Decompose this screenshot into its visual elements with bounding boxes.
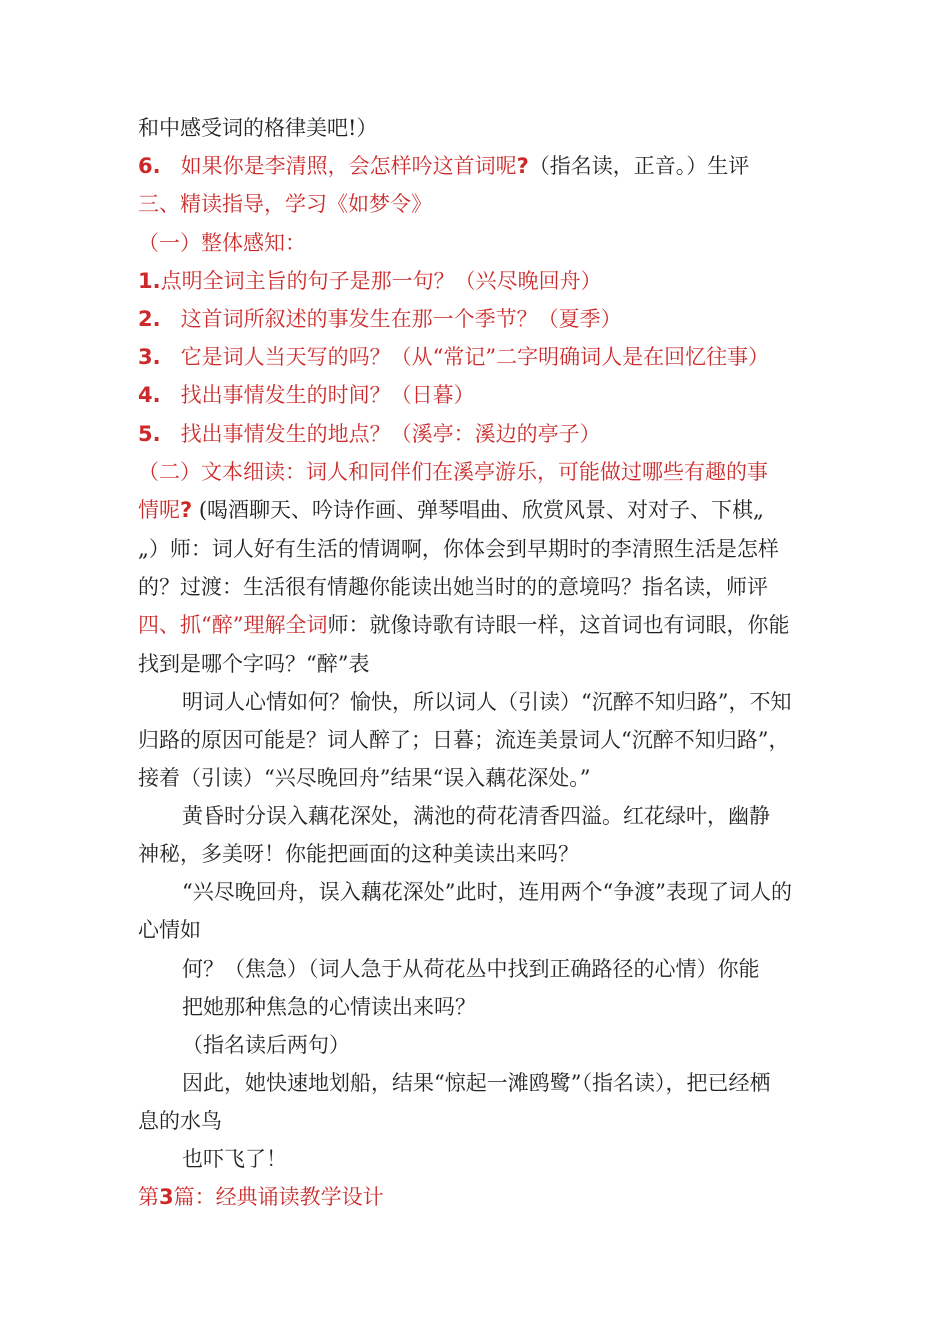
section-4-heading: 四、抓“醉”理解全词: [138, 613, 328, 637]
question-mark: ?: [180, 498, 193, 522]
title-number: 3: [159, 1185, 174, 1209]
question-note: （指名读，正音。）生评: [528, 154, 750, 178]
item-number: 4.: [138, 383, 161, 407]
paragraph-line: „）师：词人好有生活的情调啊，你体会到早期时的李清照生活是怎样: [138, 537, 779, 561]
question-mark: ?: [516, 154, 529, 178]
item-text: 它是词人当天写的吗？（从“常记”二字明确词人是在回忆往事）: [180, 345, 770, 369]
paragraph-line: 把她那种焦急的心情读出来吗？: [182, 995, 476, 1019]
question-number: 6.: [138, 154, 161, 178]
list-item: [138, 343, 769, 371]
title-prefix: 第: [138, 1185, 159, 1209]
list-item: [138, 381, 475, 409]
paragraph-text: (喝酒聊天、吟诗作画、弹琴唱曲、欣赏风景、对对子、下棋„: [192, 498, 764, 522]
paragraph-line: 因此，她快速地划船，结果“惊起一滩鸥鹭”（指名读），把已经栖: [182, 1071, 771, 1095]
paragraph-line: 何？（焦急）（词人急于从荷花丛中找到正确路径的心情）你能: [182, 957, 760, 981]
item-number: 5.: [138, 422, 161, 446]
paragraph-line: 也吓飞了！: [182, 1147, 287, 1171]
paragraph-line: “兴尽晚回舟，误入藕花深处”此时，连用两个“争渡”表现了词人的: [182, 880, 792, 904]
paragraph-line: 和中感受词的格律美吧!）: [138, 116, 378, 140]
subsection-2-heading: （二）文本细读：词人和同伴们在溪亭游乐，可能做过哪些有趣的事: [138, 460, 768, 484]
paragraph-line: 黄昏时分误入藕花深处，满池的荷花清香四溢。红花绿叶，幽静: [182, 804, 770, 828]
paragraph-line: [138, 496, 764, 524]
question-6: [138, 152, 749, 180]
list-item: [138, 267, 602, 295]
item-number: 1.: [138, 269, 161, 293]
item-number: 3.: [138, 345, 161, 369]
next-article-title: [138, 1183, 384, 1211]
paragraph-line: 明词人心情如何？愉快，所以词人（引读）“沉醉不知归路”，不知: [182, 690, 792, 714]
section-3-heading: 三、精读指导，学习《如梦令》: [138, 192, 432, 216]
subsection-2-heading-end: 情呢: [138, 498, 180, 522]
section-4-line: [138, 611, 789, 639]
paragraph-text: 师：就像诗歌有诗眼一样，这首词也有词眼，你能: [327, 613, 790, 637]
list-item: [138, 420, 601, 448]
paragraph-line: 心情如: [138, 918, 201, 942]
item-text: 找出事情发生的地点？（溪亭：溪边的亭子）: [180, 422, 601, 446]
paragraph-line: （指名读后两句）: [182, 1033, 350, 1057]
paragraph-line: 归路的原因可能是？词人醉了；日暮；流连美景词人“沉醉不知归路”，: [138, 728, 790, 752]
paragraph-line: 息的水鸟: [138, 1109, 222, 1133]
paragraph-line: 接着（引读）“兴尽晚回舟”结果“误入藕花深处。”: [138, 766, 591, 790]
item-text: 找出事情发生的时间？（日暮）: [180, 383, 475, 407]
title-text: 篇：经典诵读教学设计: [173, 1185, 384, 1209]
paragraph-line: 神秘，多美呀！你能把画面的这种美读出来吗？: [138, 842, 579, 866]
item-text: 这首词所叙述的事发生在那一个季节？（夏季）: [180, 307, 622, 331]
subsection-1-heading: （一）整体感知：: [138, 231, 306, 255]
paragraph-line: 的？过渡：生活很有情趣你能读出她当时的的意境吗？指名读，师评: [138, 575, 768, 599]
paragraph-line: 找到是哪个字吗？“醉”表: [138, 652, 370, 676]
question-text: 如果你是李清照，会怎样吟这首词呢: [180, 154, 517, 178]
item-text: 点明全词主旨的句子是那一句？（兴尽晚回舟）: [160, 269, 602, 293]
item-number: 2.: [138, 307, 161, 331]
list-item: [138, 305, 622, 333]
